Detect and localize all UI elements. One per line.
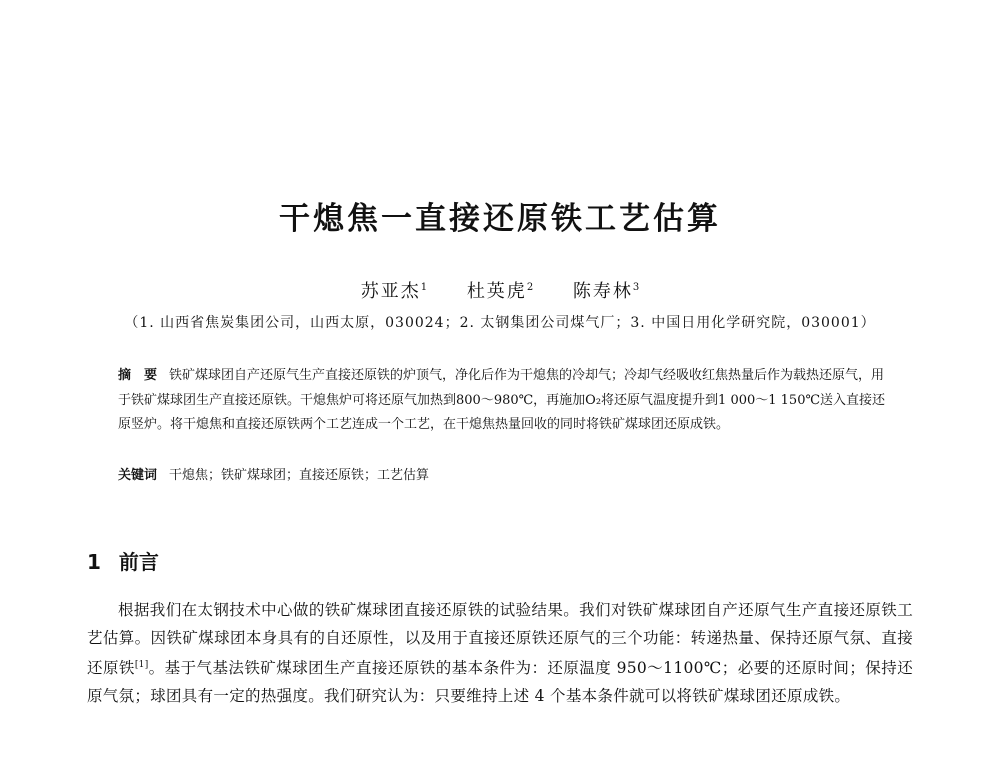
author-name: 陈寿林 (572, 281, 633, 302)
author-affil-mark: 1 (420, 282, 428, 293)
body-text-part-1: 根据我们在太钢技术中心做的铁矿煤球团直接还原铁的试验结果。我们对铁矿煤球团自产还原气生产直接还原铁工艺估算。因铁矿煤球团本身具有的自还原性，以及用于直接还原铁还原气的三个功能：转递热量、保持还原气氛、直接还原铁 (87, 601, 913, 678)
author-1 (361, 281, 427, 302)
keywords-label: 关键词 (118, 468, 158, 483)
keywords-text: 干熄焦；铁矿煤球团；直接还原铁；工艺估算 (169, 468, 430, 483)
author-list (0, 277, 1000, 303)
author-affil-mark: 3 (632, 282, 640, 293)
abstract-label: 摘 要 (118, 368, 158, 383)
affiliations: （1. 山西省焦炭集团公司，山西太原，030024；2. 太钢集团公司煤气厂；3. 中国日用化学研究院，030001） (124, 315, 876, 331)
body-paragraph (87, 597, 913, 710)
author-name: 苏亚杰 (360, 281, 421, 302)
author-affil-mark: 2 (526, 282, 534, 293)
abstract-text: 铁矿煤球团自产还原气生产直接还原铁的炉顶气，净化后作为干熄焦的冷却气；冷却气经吸收红焦热量后作为载热还原气，用于铁矿煤球团生产直接还原铁。干熄焦炉可将还原气加热到800～980℃，再施加O₂将还原气温度提升到1 000～1 150℃送入直接还原竖炉。将干熄焦和直接还原铁两个工艺连成一个工艺，在干熄焦热量回收的同时将铁矿煤球团还原成铁。 (118, 368, 886, 432)
body-text-part-2: 。基于气基法铁矿煤球团生产直接还原铁的基本条件为：还原温度 950～1100℃；必要的还原时间；保持还原气氛；球团具有一定的热强度。我们研究认为：只要维持上述 4 个基本条件就可以将铁矿煤球团还原成铁。 (87, 659, 913, 705)
author-name: 杜英虎 (466, 281, 527, 302)
section-title: 前言 (118, 550, 159, 574)
reference-mark: [1] (134, 660, 149, 670)
author-3 (573, 281, 639, 302)
abstract (118, 364, 888, 438)
section-heading (87, 546, 159, 575)
section-number: 1 (87, 550, 101, 574)
author-2 (467, 281, 533, 302)
keywords (118, 464, 888, 488)
paper-title: 干熄焦一直接还原铁工艺估算 (279, 201, 721, 237)
